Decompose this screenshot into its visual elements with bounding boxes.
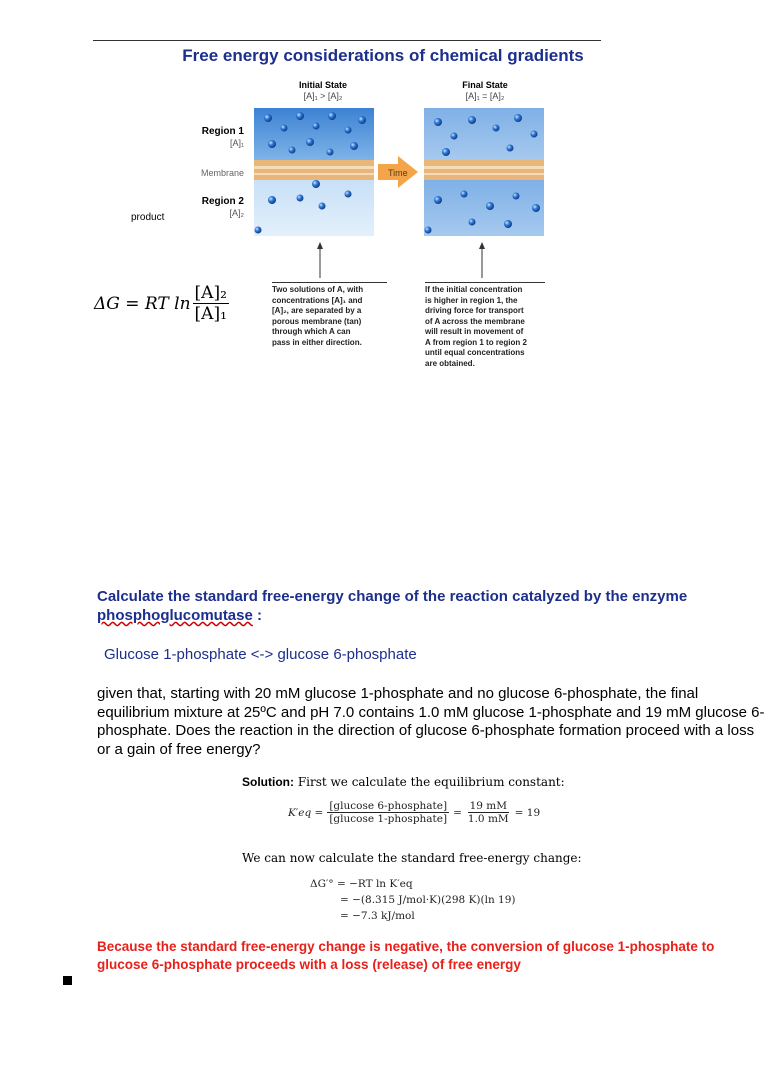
conclusion-text: Because the standard free-energy change is negative, the conversion of glucose 1-phosphate to glucose 6-phosphate proceeds with a loss (release) of free energy (97, 939, 715, 972)
caption-right-line: until equal concentrations (425, 348, 525, 357)
equation-denominator: [A]₁ (194, 304, 227, 324)
region2-label: Region 2 (201, 196, 244, 207)
page-title: Free energy considerations of chemical gradients (182, 46, 584, 65)
bullet-marker (63, 976, 72, 985)
calc-line-2: = −(8.315 J/mol·K)(298 K)(ln 19) (340, 894, 516, 906)
equation-fraction (193, 283, 229, 324)
product-label: product (131, 212, 165, 223)
equals-sign: = (453, 806, 462, 819)
calc-line-3: = −7.3 kJ/mol (340, 910, 415, 922)
final-state-sub: [A]₁ = [A]₂ (465, 91, 505, 101)
delta-g-calculation (310, 876, 516, 924)
keq-fraction-1 (327, 800, 449, 825)
question-post: : (252, 607, 263, 624)
given-text: given that, starting with 20 mM glucose 1-phosphate and no glucose 6-phosphate, the final equilibrium mixture at 25ºC and pH 7.0 contains 1.0 mM glucose 1-phosphate and 19 mM glucose 6-phosphate. Does the reaction in the direction of glucose 6-phosphate formation proceed with a loss or a gain of free energy? (97, 685, 765, 758)
solution-mid: We can now calculate the standard free-energy change: (242, 851, 582, 865)
caption-left-line: porous membrane (tan) (272, 316, 362, 326)
final-state-title: Final State (462, 80, 508, 90)
caption-right-line: A from region 1 to region 2 (425, 337, 527, 347)
question-text (97, 587, 762, 625)
keq-fraction-2 (466, 800, 511, 825)
diffusion-figure (250, 108, 550, 238)
caption-right-line: If the initial concentration (425, 285, 523, 294)
caption-right (425, 282, 545, 369)
region1-label-group (180, 126, 244, 148)
caption-left-line: pass in either direction. (272, 337, 362, 347)
equation-numerator: [A]₂ (194, 283, 227, 303)
keq-denominator-value: 1.0 mM (467, 813, 509, 825)
caption-right-line: will result in movement of (425, 327, 524, 336)
region2-label-group (180, 196, 244, 218)
caption-left-line: Two solutions of A, with (272, 285, 364, 294)
caption-right-line: driving force for transport (425, 306, 524, 315)
callout-arrows (250, 240, 550, 280)
initial-state-heading (265, 80, 381, 102)
solution-label: Solution: (242, 775, 294, 789)
caption-left (272, 282, 387, 348)
initial-state-title: Initial State (298, 80, 347, 90)
time-label: Time (388, 168, 408, 178)
final-container (424, 108, 544, 236)
caption-right-line: is higher in region 1, the (425, 295, 518, 305)
reaction-text: Glucose 1-phosphate <-> glucose 6-phosphate (104, 646, 417, 663)
caption-right-line: of A across the membrane (425, 316, 525, 326)
keq-denominator: [glucose 1-phosphate] (329, 813, 448, 825)
keq-lhs: K′eq = (288, 806, 324, 819)
keq-result: = 19 (514, 806, 541, 819)
enzyme-name: phosphoglucomutase (97, 607, 253, 624)
delta-g-equation (94, 283, 229, 324)
calc-line-1: ΔG′° = −RT ln K′eq (310, 878, 413, 890)
caption-right-line: are obtained. (425, 358, 475, 368)
question-pre: Calculate the standard free-energy change of the reaction catalyzed by the enzyme (97, 588, 688, 605)
initial-state-sub: [A]₁ > [A]₂ (303, 91, 343, 101)
initial-container (254, 108, 374, 236)
final-state-heading (425, 80, 545, 102)
solution-intro (242, 775, 565, 789)
caption-left-line: [A]₂, are separated by a (272, 306, 362, 315)
top-rule (93, 40, 601, 41)
region1-label: Region 1 (201, 126, 244, 137)
region1-sub: [A]₁ (229, 138, 244, 148)
time-arrow (378, 156, 418, 188)
caption-left-line: concentrations [A]₁ and (272, 295, 363, 305)
equation-lhs: ΔG = RT ln (94, 293, 191, 314)
keq-numerator-value: 19 mM (469, 800, 507, 812)
caption-left-line: through which A can (272, 327, 351, 336)
keq-equation (288, 800, 540, 825)
membrane-label: Membrane (200, 168, 244, 178)
region2-sub: [A]₂ (229, 208, 244, 218)
solution-intro-text: First we calculate the equilibrium constant: (297, 775, 565, 789)
keq-numerator: [glucose 6-phosphate] (329, 800, 448, 812)
